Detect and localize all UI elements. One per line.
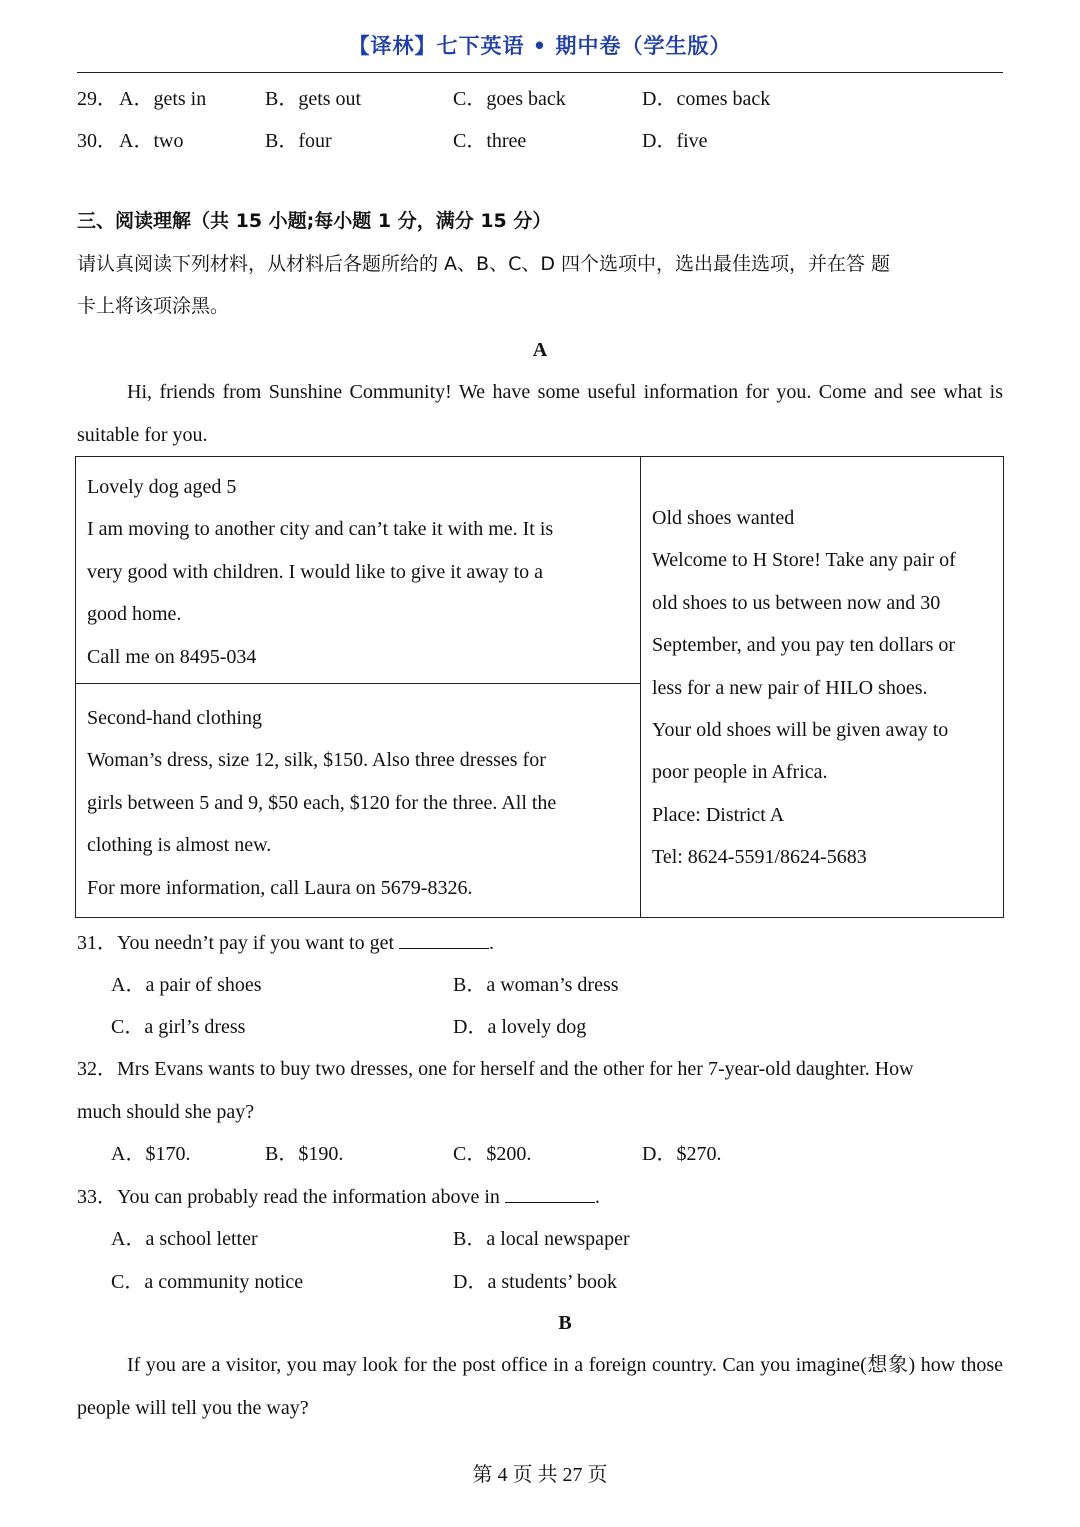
- ad-clothing-title: Second-hand clothing: [87, 707, 262, 729]
- option-c: C．three: [453, 130, 527, 152]
- ad-shoes-line: less for a new pair of HILO shoes.: [652, 676, 928, 699]
- ad-dog-line: I am moving to another city and can’t take it with me. It is: [87, 518, 554, 541]
- ad-clothing-line: clothing is almost new.: [87, 834, 272, 857]
- ad-dog: [87, 466, 553, 678]
- q33-option-b: B．a local newspaper: [453, 1228, 630, 1250]
- q33-option-c: C．a community notice: [111, 1271, 304, 1293]
- answer-blank: [399, 930, 489, 949]
- question-32-stem-cont: much should she pay?: [77, 1101, 255, 1123]
- section-title: 三、阅读理解（共 15 小题;每小题 1 分，满分 15 分）: [77, 210, 552, 232]
- ads-table: [75, 456, 1004, 918]
- q32-option-d: D．$270.: [642, 1143, 722, 1165]
- question-31-end: .: [489, 932, 495, 954]
- q32-option-b: B．$190.: [265, 1143, 344, 1165]
- option-d: D．comes back: [642, 88, 771, 110]
- ad-shoes-line: old shoes to us between now and 30: [652, 591, 941, 614]
- passage-b-label: B: [558, 1312, 572, 1334]
- ad-shoes-tel: Tel: 8624-5591/8624-5683: [652, 846, 867, 869]
- question-number: 29．: [77, 88, 117, 110]
- q32-option-c: C．$200.: [453, 1143, 532, 1165]
- question-33-stem: [77, 1182, 600, 1212]
- option-b: B．four: [265, 130, 332, 152]
- section-instruction-cont: 卡上将该项涂黑。: [77, 295, 230, 317]
- ad-shoes-line: Your old shoes will be given away to: [652, 719, 949, 742]
- passage-a-intro: Hi, friends from Sunshine Community! We have some useful information for you. Come and see what is suitable for you.: [77, 381, 1003, 446]
- ad-shoes-line: poor people in Africa.: [652, 761, 828, 784]
- question-31-stem: [77, 928, 494, 958]
- passage-a-label: A: [532, 339, 548, 361]
- q31-option-d: D．a lovely dog: [453, 1016, 587, 1038]
- header-divider: [77, 72, 1003, 73]
- q33-option-a: A．a school letter: [111, 1228, 258, 1250]
- option-b: B．gets out: [265, 88, 362, 110]
- ad-clothing-contact: For more information, call Laura on 5679-8326.: [87, 876, 473, 899]
- ad-dog-line: very good with children. I would like to give it away to a: [87, 560, 544, 583]
- section-instruction: 请认真阅读下列材料，从材料后各题所给的 A、B、C、D 四个选项中，选出最佳选项，并在答 题: [77, 253, 891, 275]
- answer-blank: [505, 1184, 595, 1203]
- question-31-text: 31．You needn’t pay if you want to get: [77, 932, 395, 954]
- passage-b-intro: If you are a visitor, you may look for the post office in a foreign country. Can you imagine(想象) how those people will tell you the way?: [77, 1354, 1003, 1419]
- table-divider-horizontal: [76, 683, 641, 684]
- ad-clothing: [87, 697, 556, 909]
- ad-dog-contact: Call me on 8495-034: [87, 645, 257, 668]
- question-32-stem: 32．Mrs Evans wants to buy two dresses, one for herself and the other for her 7-year-old daughter. How: [77, 1058, 914, 1080]
- q33-option-d: D．a students’ book: [453, 1271, 618, 1293]
- table-divider-vertical: [640, 457, 641, 917]
- ad-shoes-line: Welcome to H Store! Take any pair of: [652, 549, 956, 572]
- ad-dog-title: Lovely dog aged 5: [87, 476, 237, 498]
- option-d: D．five: [642, 130, 708, 152]
- page-header: 【译林】七下英语 • 期中卷（学生版）: [348, 34, 732, 58]
- question-33-text: 33．You can probably read the information above in: [77, 1186, 500, 1208]
- page-footer: 第 4 页 共 27 页: [472, 1464, 608, 1486]
- ad-dog-line: good home.: [87, 603, 182, 626]
- ad-shoes-place: Place: District A: [652, 803, 785, 826]
- q31-option-b: B．a woman’s dress: [453, 974, 619, 996]
- q31-option-a: A．a pair of shoes: [111, 974, 262, 996]
- option-a: A．two: [119, 130, 184, 152]
- option-c: C．goes back: [453, 88, 566, 110]
- question-33-end: .: [594, 1186, 600, 1208]
- q32-option-a: A．$170.: [111, 1143, 191, 1165]
- ad-shoes: [652, 497, 956, 879]
- ad-shoes-title: Old shoes wanted: [652, 507, 795, 529]
- ad-shoes-line: September, and you pay ten dollars or: [652, 634, 956, 657]
- option-a: A．gets in: [119, 88, 207, 110]
- question-number: 30．: [77, 130, 117, 152]
- ad-clothing-line: girls between 5 and 9, $50 each, $120 for the three. All the: [87, 791, 557, 814]
- ad-clothing-line: Woman’s dress, size 12, silk, $150. Also three dresses for: [87, 749, 546, 772]
- q31-option-c: C．a girl’s dress: [111, 1016, 246, 1038]
